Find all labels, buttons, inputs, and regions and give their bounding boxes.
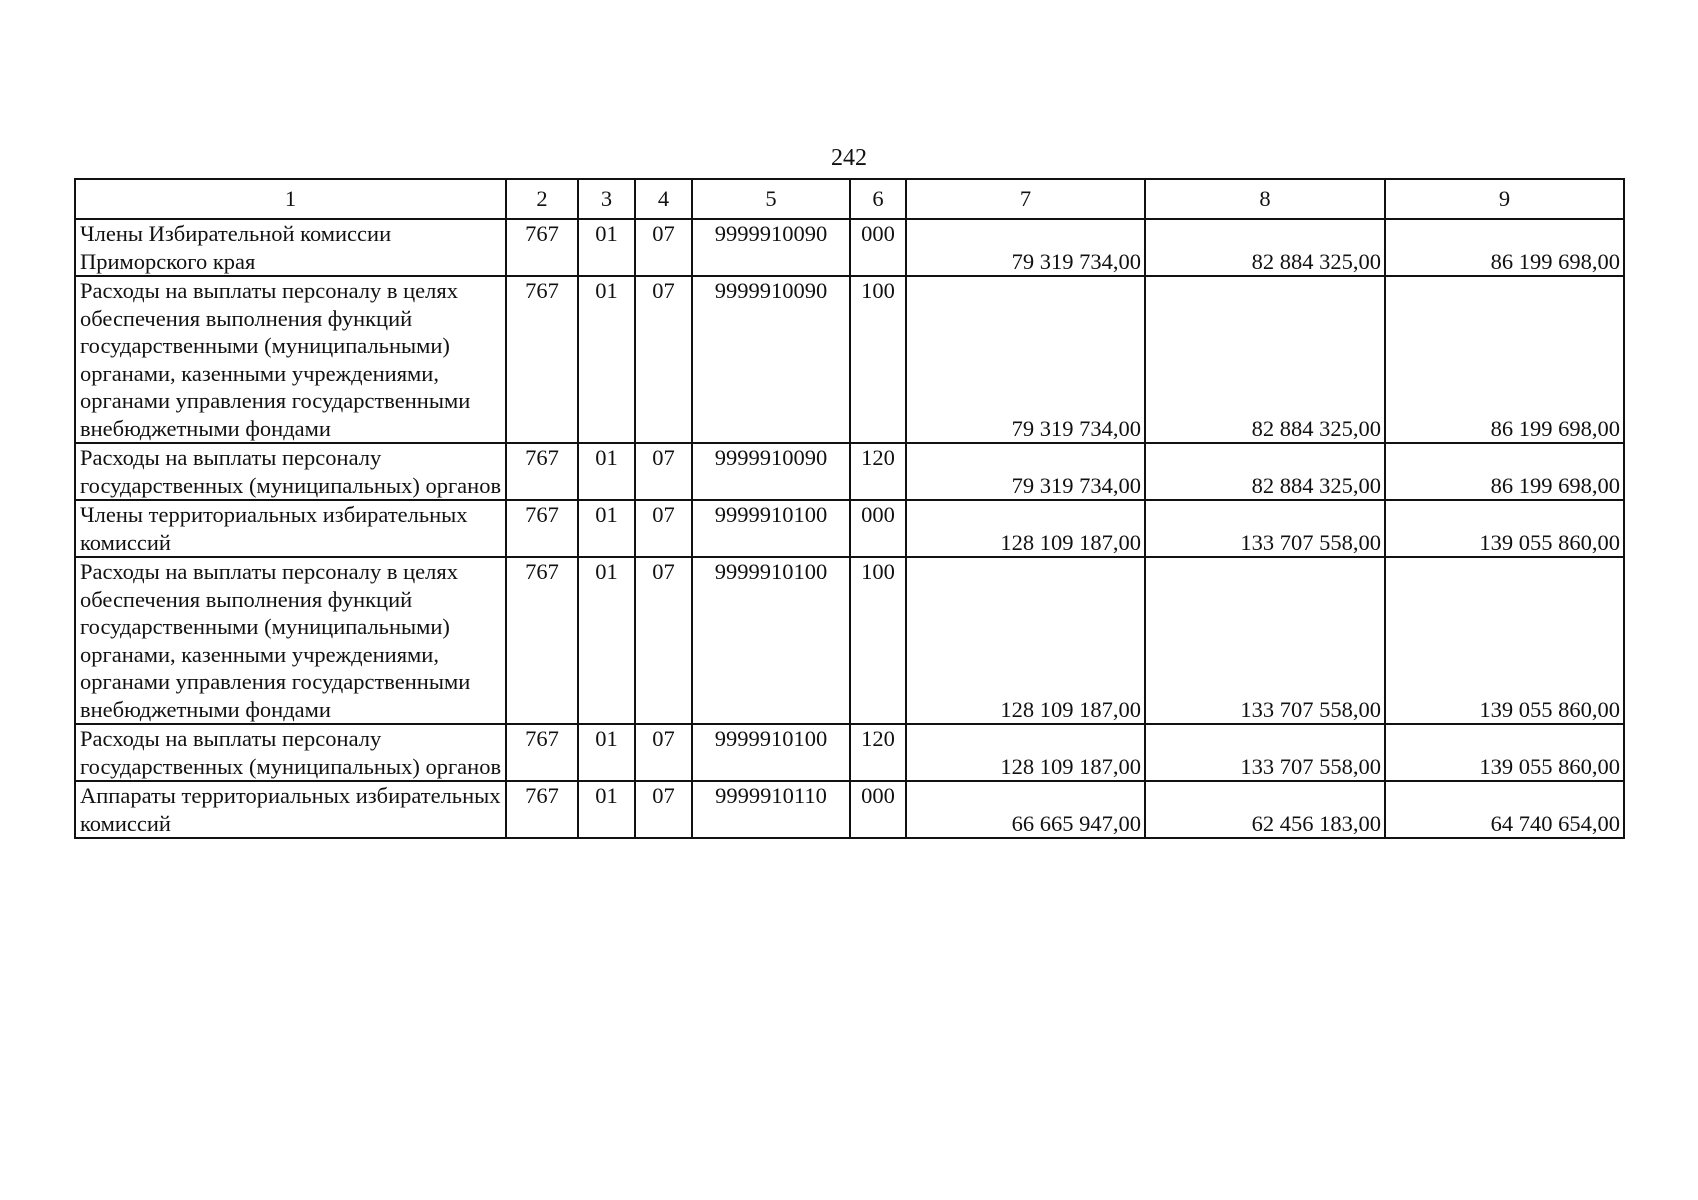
- row-amount-9: 86 199 698,00: [1385, 443, 1624, 500]
- row-code-6: 000: [850, 781, 906, 838]
- row-code-6: 100: [850, 276, 906, 443]
- row-code-4: 07: [635, 724, 692, 781]
- row-code-5: 9999910090: [692, 276, 850, 443]
- row-amount-8: 62 456 183,00: [1145, 781, 1385, 838]
- row-code-5: 9999910090: [692, 219, 850, 276]
- row-name: Члены Избирательной комиссии Приморского края: [75, 219, 506, 276]
- row-amount-8: 133 707 558,00: [1145, 557, 1385, 724]
- row-code-6: 000: [850, 500, 906, 557]
- table-row: [75, 781, 1624, 838]
- row-amount-8: 133 707 558,00: [1145, 500, 1385, 557]
- row-code-4: 07: [635, 781, 692, 838]
- row-code-4: 07: [635, 500, 692, 557]
- row-name: Аппараты территориальных избирательных комиссий: [75, 781, 506, 838]
- table-row: [75, 724, 1624, 781]
- row-amount-7: 79 319 734,00: [906, 219, 1145, 276]
- row-code-3: 01: [578, 724, 635, 781]
- row-amount-9: 86 199 698,00: [1385, 219, 1624, 276]
- row-code-2: 767: [506, 781, 578, 838]
- page-number: 242: [831, 145, 867, 171]
- row-code-4: 07: [635, 557, 692, 724]
- table-row: [75, 557, 1624, 724]
- row-code-4: 07: [635, 443, 692, 500]
- column-header: 5: [692, 179, 850, 219]
- row-name: Расходы на выплаты персоналу в целях обеспечения выполнения функций государственными (муниципальными) органами, казенными учреждениями, органами управления государственными внебюджетными фондами: [75, 276, 506, 443]
- row-code-5: 9999910100: [692, 724, 850, 781]
- column-header: 4: [635, 179, 692, 219]
- row-name: Расходы на выплаты персоналу государственных (муниципальных) органов: [75, 443, 506, 500]
- row-code-5: 9999910100: [692, 500, 850, 557]
- row-code-2: 767: [506, 219, 578, 276]
- row-amount-9: 139 055 860,00: [1385, 500, 1624, 557]
- row-name: Расходы на выплаты персоналу государственных (муниципальных) органов: [75, 724, 506, 781]
- row-amount-9: 139 055 860,00: [1385, 557, 1624, 724]
- row-code-2: 767: [506, 724, 578, 781]
- row-code-4: 07: [635, 276, 692, 443]
- row-amount-7: 66 665 947,00: [906, 781, 1145, 838]
- budget-table: [74, 178, 1625, 839]
- row-code-3: 01: [578, 781, 635, 838]
- row-code-4: 07: [635, 219, 692, 276]
- row-code-2: 767: [506, 557, 578, 724]
- column-header: 1: [75, 179, 506, 219]
- row-amount-7: 79 319 734,00: [906, 276, 1145, 443]
- column-header: 6: [850, 179, 906, 219]
- row-code-5: 9999910110: [692, 781, 850, 838]
- row-amount-7: 128 109 187,00: [906, 557, 1145, 724]
- table-header-row: [75, 179, 1624, 219]
- row-amount-9: 64 740 654,00: [1385, 781, 1624, 838]
- row-code-6: 120: [850, 724, 906, 781]
- row-name: Члены территориальных избирательных комиссий: [75, 500, 506, 557]
- row-amount-8: 82 884 325,00: [1145, 443, 1385, 500]
- row-amount-8: 82 884 325,00: [1145, 276, 1385, 443]
- table-row: [75, 219, 1624, 276]
- row-amount-8: 82 884 325,00: [1145, 219, 1385, 276]
- row-amount-9: 139 055 860,00: [1385, 724, 1624, 781]
- column-header: 8: [1145, 179, 1385, 219]
- row-code-2: 767: [506, 443, 578, 500]
- row-code-3: 01: [578, 443, 635, 500]
- column-header: 9: [1385, 179, 1624, 219]
- row-code-2: 767: [506, 500, 578, 557]
- row-code-3: 01: [578, 219, 635, 276]
- row-amount-7: 128 109 187,00: [906, 724, 1145, 781]
- row-code-3: 01: [578, 557, 635, 724]
- column-header: 2: [506, 179, 578, 219]
- row-code-3: 01: [578, 500, 635, 557]
- row-amount-8: 133 707 558,00: [1145, 724, 1385, 781]
- table-row: [75, 276, 1624, 443]
- table-row: [75, 500, 1624, 557]
- row-amount-7: 128 109 187,00: [906, 500, 1145, 557]
- row-code-6: 100: [850, 557, 906, 724]
- table-row: [75, 443, 1624, 500]
- row-code-5: 9999910090: [692, 443, 850, 500]
- row-code-3: 01: [578, 276, 635, 443]
- column-header: 7: [906, 179, 1145, 219]
- row-amount-7: 79 319 734,00: [906, 443, 1145, 500]
- row-code-5: 9999910100: [692, 557, 850, 724]
- row-code-2: 767: [506, 276, 578, 443]
- row-name: Расходы на выплаты персоналу в целях обеспечения выполнения функций государственными (муниципальными) органами, казенными учреждениями, органами управления государственными внебюджетными фондами: [75, 557, 506, 724]
- row-amount-9: 86 199 698,00: [1385, 276, 1624, 443]
- column-header: 3: [578, 179, 635, 219]
- row-code-6: 000: [850, 219, 906, 276]
- row-code-6: 120: [850, 443, 906, 500]
